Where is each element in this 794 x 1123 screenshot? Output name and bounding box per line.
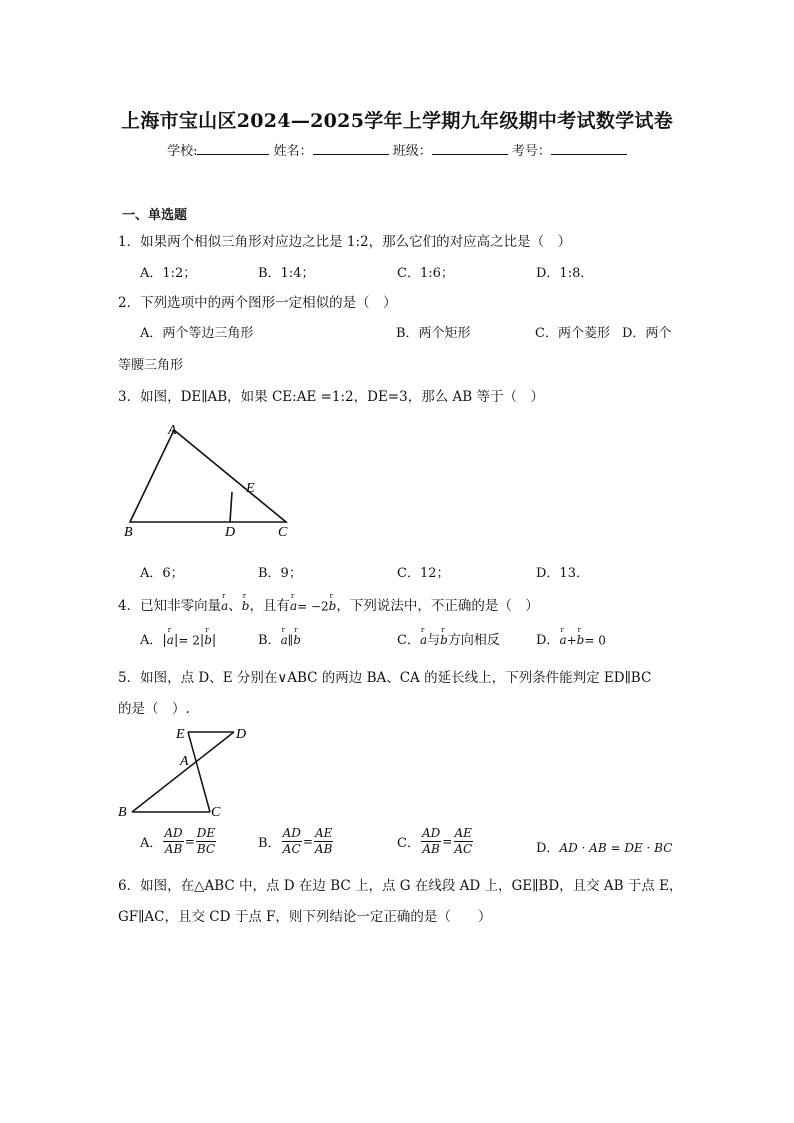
question-5-stem-line1: 5．如图，点 D、E 分别在∨ABC 的两边 BA、CA 的延长线上，下列条件能判定 ED∥BC [118,670,652,686]
q3-segment-de [230,492,232,522]
q2-option-b: B．两个矩形 [396,326,471,341]
question-6-stem-line1: 6．如图，在△ABC 中，点 D 在边 BC 上，点 G 在线段 AD 上，GE∥BD，且交 AB 于点 E， [118,878,683,894]
name-label: 姓名： [273,144,313,159]
q5-option-b: B． $\frac{AD}{AC}$ = $\frac{AE}{AB}$ [258,826,333,856]
q5-label-b: B [118,805,127,820]
q3-option-d: D．13． [536,566,589,581]
q5-option-c: C． $\frac{AD}{AB}$ = $\frac{AE}{AC}$ [397,826,473,856]
vector-a: r a [290,599,297,613]
q3-triangle-figure [110,418,310,548]
q3-option-b: B．9； [258,566,302,581]
q3-label-d: D [225,525,236,540]
school-field[interactable] [197,142,269,155]
q3-triangle-abc [130,430,286,522]
q5-segment-ec [188,732,210,812]
vector-b: r b [329,599,337,613]
q5-option-a: A． $\frac{AD}{AB}$ = $\frac{DE}{BC}$ [140,826,216,856]
q5-label-a: A [180,754,189,769]
class-field[interactable] [432,142,508,155]
q5-option-d: D．AD · AB = DE · BC [536,841,673,856]
q1-option-c: C．1:6； [397,266,454,281]
q3-label-b: B [124,525,133,540]
q5-label-d: D [236,727,247,742]
q4-option-d: D．r a+r b= 0 [536,629,606,648]
q2-option-c: C．两个菱形 [535,326,610,341]
q5-label-c: C [211,805,221,820]
name-field[interactable] [313,142,389,155]
q4-option-c: C．r a与r b方向相反 [397,629,500,648]
question-5-stem-line2: 的是（ ）. [118,701,190,717]
school-label: 学校: [167,144,198,159]
q1-option-d: D．1:8． [536,266,594,281]
q2-option-d: D．两个 [622,326,672,341]
q1-option-b: B．1:4； [258,266,315,281]
page-title: 上海市宝山区2024—2025学年上学期九年级期中考试数学试卷 [120,110,674,132]
section-title: 一、单选题 [122,208,188,223]
q3-option-c: C．12； [397,566,450,581]
q4-option-b: B．r a∥r b [258,629,301,648]
vector-a: r a [221,599,228,613]
question-2-stem: 2．下列选项中的两个图形一定相似的是（ ） [118,295,397,311]
student-info-line [0,140,794,159]
q1-option-a: A．1:2； [140,266,197,281]
number-label: 考号： [511,144,551,159]
q5-figure [112,720,262,825]
class-label: 班级： [392,144,432,159]
q3-option-a: A．6； [140,566,184,581]
q4-option-a: A．|r a|= 2|r b| [140,629,216,648]
question-4-stem: 4．已知非零向量r a、r b，且有r a= −2r b，下列说法中，不正确的是（ ） [118,594,539,614]
q3-label-e: E [246,481,255,496]
vector-b: r b [242,599,250,613]
q5-segment-db [132,732,234,812]
q2-option-a: A．两个等边三角形 [140,326,254,341]
question-1-stem: 1．如果两个相似三角形对应边之比是 1:2，那么它们的对应高之比是（ ） [118,234,572,250]
question-6-stem-line2: GF∥AC，且交 CD 于点 F，则下列结论一定正确的是（ ） [118,909,492,925]
q5-label-e: E [176,727,185,742]
q3-label-c: C [278,525,288,540]
number-field[interactable] [551,142,627,155]
q2-option-d-wrap: 等腰三角形 [118,358,184,373]
question-3-stem: 3．如图，DE∥AB，如果 CE:AE =1:2，DE=3，那么 AB 等于（ ） [118,389,544,405]
q3-label-a: A [168,423,177,438]
